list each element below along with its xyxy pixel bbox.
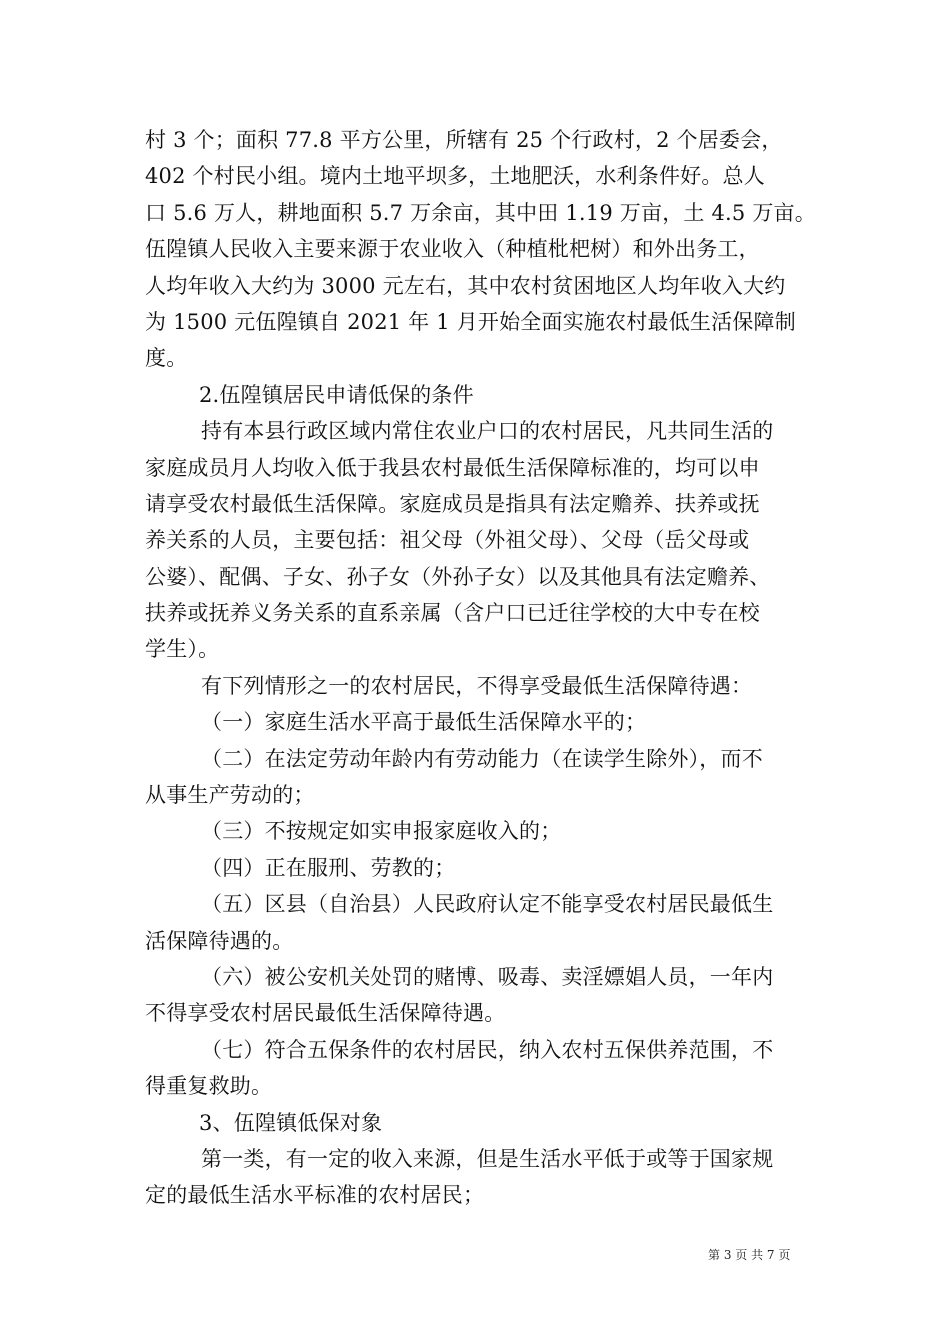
text-line: 扶养或抚养义务关系的直系亲属（含户口已迁往学校的大中专在校	[145, 601, 760, 626]
section-heading: 2.伍隍镇居民申请低保的条件	[199, 382, 474, 407]
text-line: 有下列情形之一的农村居民，不得享受最低生活保障待遇：	[201, 673, 753, 698]
text-line: 村 3 个；面积 77.8 平方公里，所辖有 25 个行政村，2 个居委会，	[145, 128, 783, 152]
text-line: 度。	[145, 346, 188, 371]
text-line: 从事生产劳动的；	[145, 783, 315, 808]
text-line: 持有本县行政区域内常住农业户口的农村居民，凡共同生活的	[201, 419, 774, 444]
text-line: 活保障待遇的。	[145, 928, 294, 953]
list-item: （一）家庭生活水平高于最低生活保障水平的；	[201, 710, 647, 735]
text-line: 定的最低生活水平标准的农村居民；	[145, 1183, 485, 1208]
text-line: 人均年收入大约为 3000 元左右，其中农村贫困地区人均年收入大约	[145, 273, 786, 298]
list-item: （二）在法定劳动年龄内有劳动能力（在读学生除外），而不	[201, 746, 763, 771]
text-line: 得重复救助。	[145, 1074, 273, 1099]
text-line: 学生）。	[145, 637, 220, 662]
text-line: 公婆）、配偶、子女、孙子女（外孙子女）以及其他具有法定赡养、	[145, 564, 771, 589]
text-line: 伍隍镇人民收入主要来源于农业收入（种植枇杷树）和外出务工，	[145, 237, 760, 262]
text-line: 养关系的人员，主要包括：祖父母（外祖父母）、父母（岳父母或	[145, 528, 750, 553]
text-line: 不得享受农村居民最低生活保障待遇。	[145, 1001, 506, 1026]
list-item: （四）正在服刑、劳教的；	[201, 855, 456, 880]
text-line: 为 1500 元伍隍镇自 2021 年 1 月开始全面实施农村最低生活保障制	[145, 309, 796, 334]
list-item: （三）不按规定如实申报家庭收入的；	[201, 819, 562, 844]
list-item: （七）符合五保条件的农村居民，纳入农村五保供养范围，不	[201, 1037, 774, 1062]
document-body	[145, 122, 816, 1214]
page-number: 第 3 页 共 7 页	[708, 1248, 791, 1262]
text-line: 402 个村民小组。境内土地平坝多，土地肥沃，水利条件好。总人	[145, 164, 765, 189]
list-item: （五）区县（自治县）人民政府认定不能享受农村居民最低生	[201, 892, 774, 917]
section-heading: 3、伍隍镇低保对象	[199, 1110, 383, 1135]
text-line: 第一类，有一定的收入来源，但是生活水平低于或等于国家规	[201, 1146, 774, 1171]
list-item: （六）被公安机关处罚的赌博、吸毒、卖淫嫖娼人员，一年内	[201, 964, 774, 989]
text-line: 请享受农村最低生活保障。家庭成员是指具有法定赡养、扶养或抚	[145, 491, 760, 516]
text-line: 口 5.6 万人，耕地面积 5.7 万余亩，其中田 1.19 万亩，土 4.5 万亩。	[145, 200, 816, 225]
text-line: 家庭成员月人均收入低于我县农村最低生活保障标准的，均可以申	[145, 455, 760, 480]
